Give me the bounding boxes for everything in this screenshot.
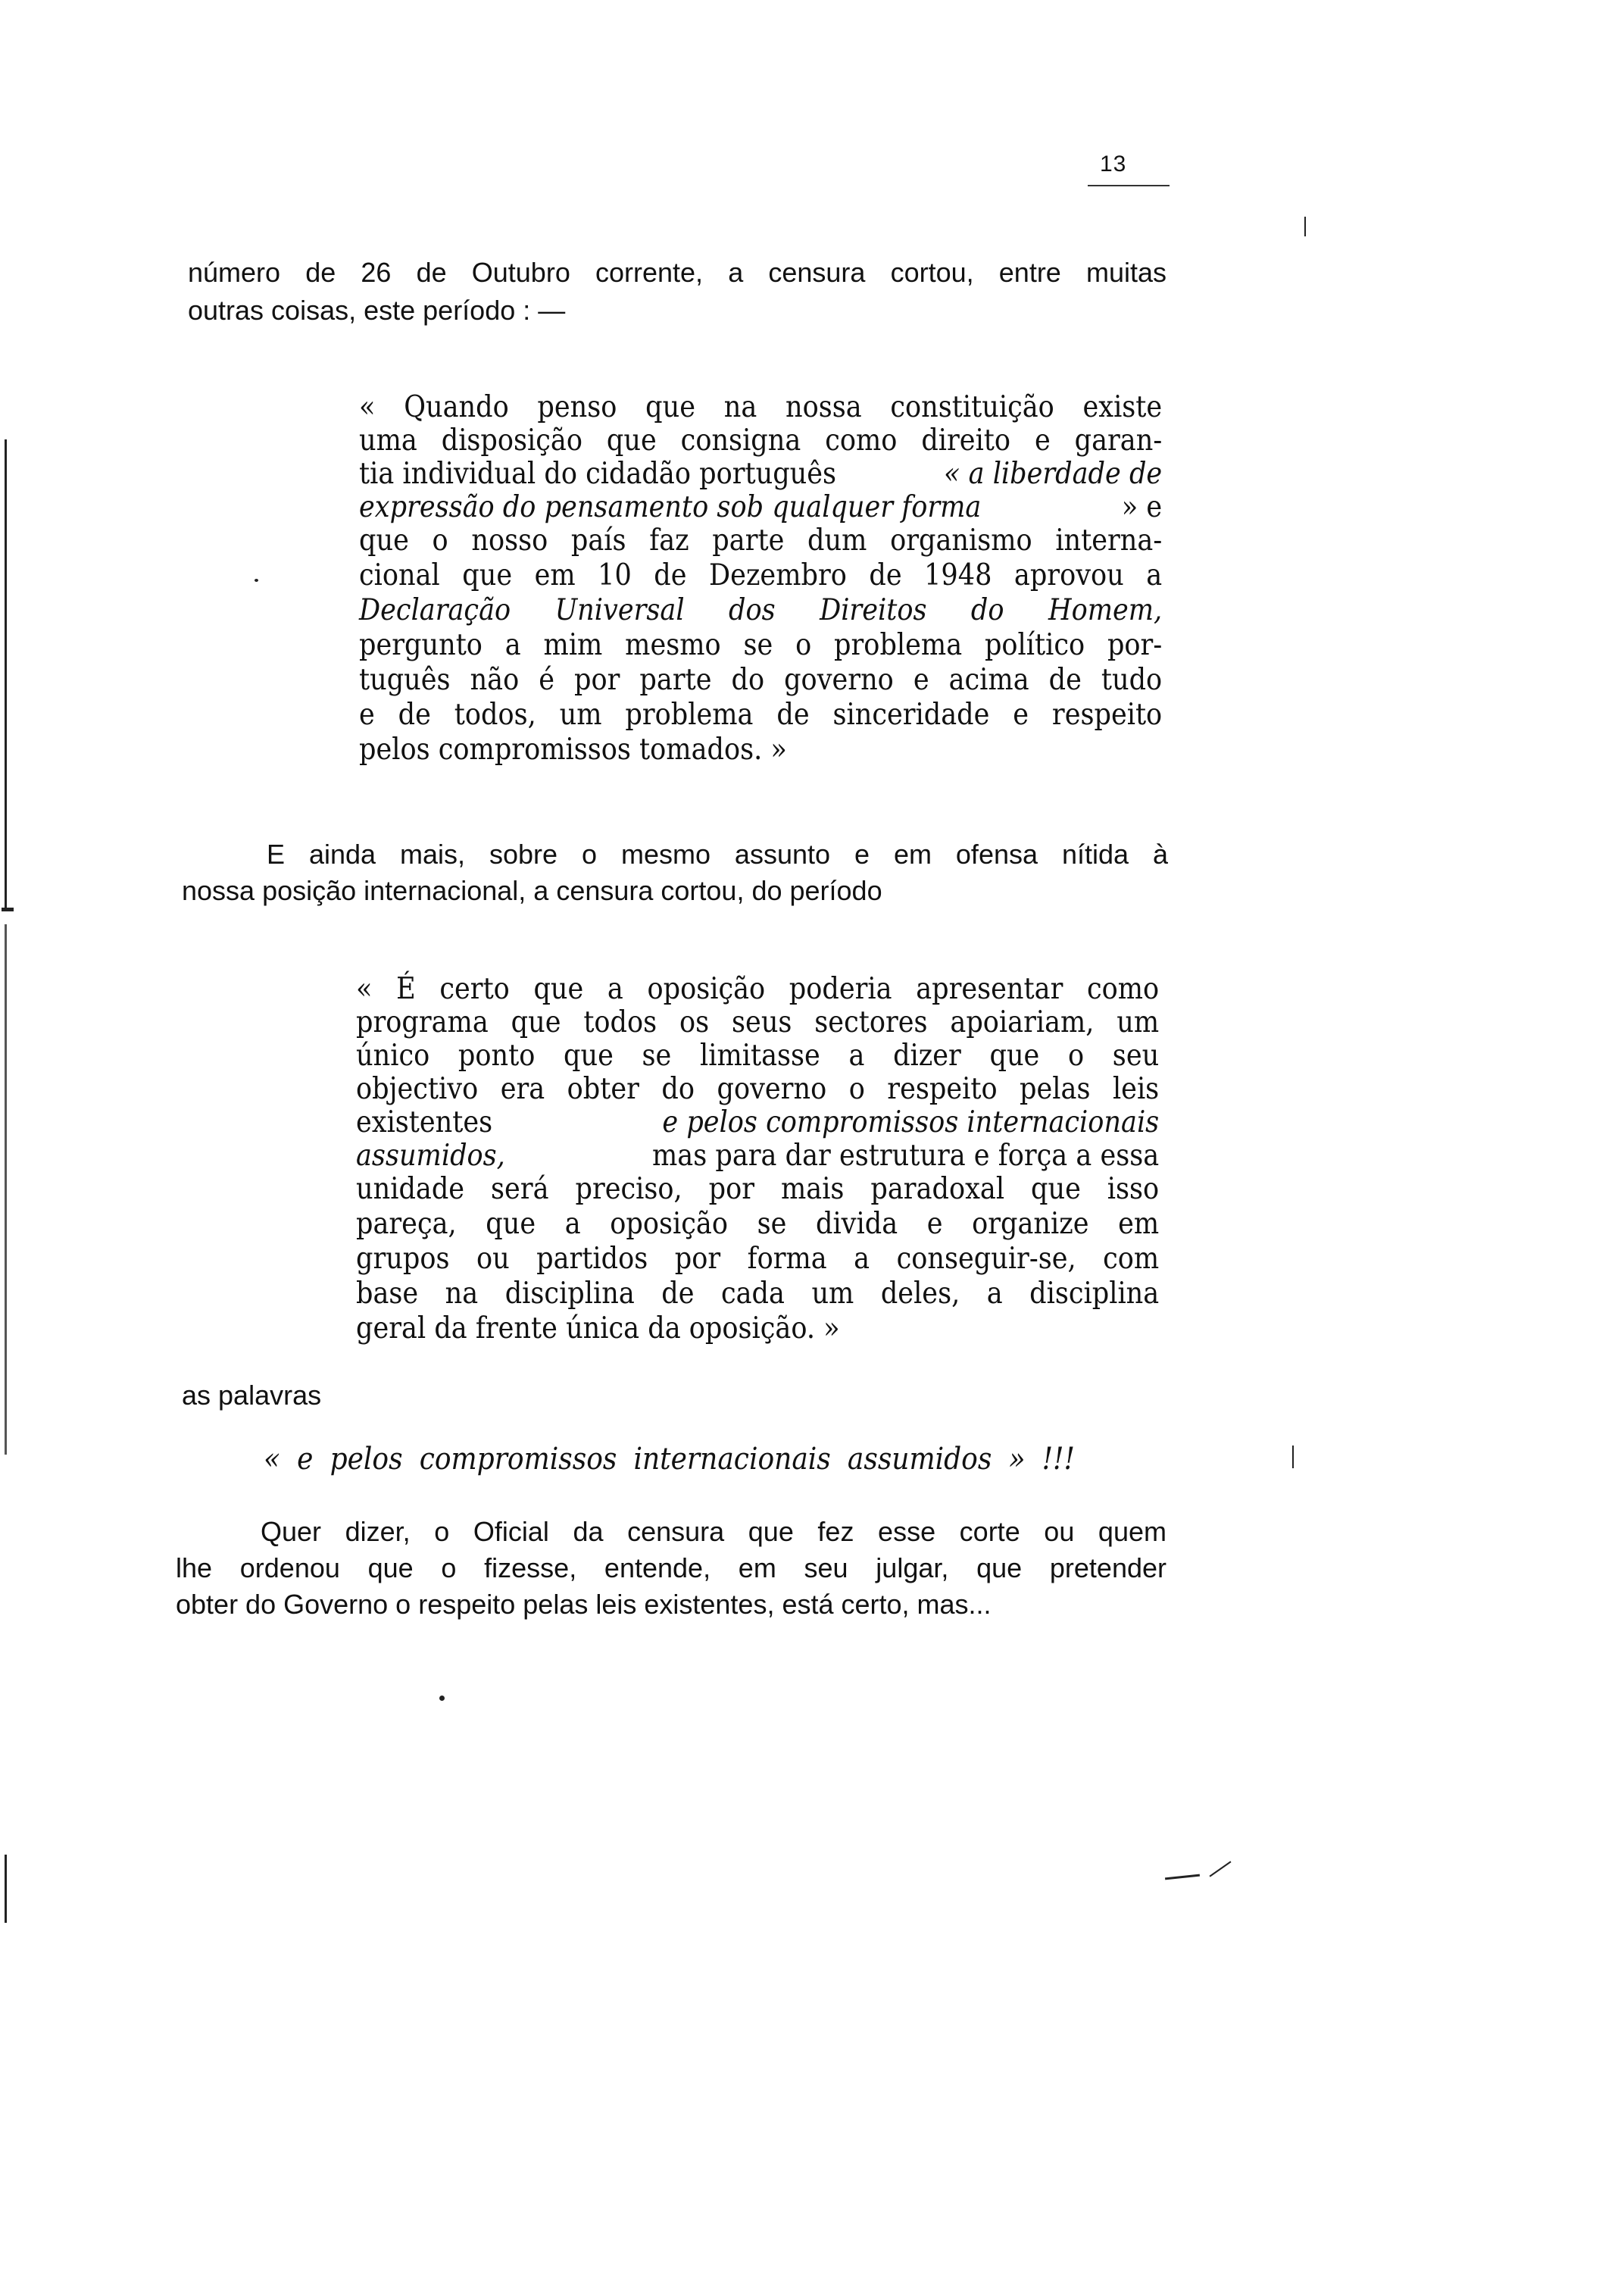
intro-line-2: outras coisas, este período : —	[188, 295, 566, 326]
highlighted-phrase: « e pelos compromissos internacionais assumidos » !!!	[264, 1442, 1075, 1477]
quote2-line-2: programa que todos os seus sectores apoiariam, um	[356, 1005, 1160, 1039]
quote2-line-5-italic: e pelos compromissos internacionais	[662, 1105, 1160, 1139]
quote2-line-8: pareça, que a oposição se divida e organize em	[356, 1207, 1160, 1241]
quote1-line-3-text: tia individual do cidadão português	[359, 457, 837, 491]
scan-mark-right-middle	[1292, 1446, 1294, 1468]
scan-mark-slash	[1210, 1861, 1232, 1877]
quote2-line-7: unidade será preciso, por mais paradoxal que isso	[356, 1172, 1160, 1206]
scan-binding-line-lower	[5, 924, 7, 1455]
intro-line-1: número de 26 de Outubro corrente, a censura cortou, entre muitas	[188, 257, 1166, 288]
scan-binding-line	[5, 439, 7, 909]
scan-binding-line-bottom	[5, 1855, 7, 1923]
scan-speck-1	[255, 579, 258, 582]
quote2-line-9: grupos ou partidos por forma a conseguir-se, com	[356, 1242, 1160, 1276]
quote1-line-4-italic: expressão do pensamento sob qualquer forma	[359, 490, 982, 524]
closing-line-1: Quer dizer, o Oficial da censura que fez esse corte ou quem	[261, 1516, 1166, 1547]
quote1-line-11: pelos compromissos tomados. »	[359, 733, 787, 767]
scan-mark-right-top	[1304, 217, 1306, 236]
quote1-line-2: uma disposição que consigna como direito e garan-	[359, 424, 1163, 458]
quote1-line-1: « Quando penso que na nossa constituição existe	[359, 390, 1163, 424]
scan-speck-2	[439, 1696, 445, 1701]
quote1-line-8: pergunto a mim mesmo se o problema político por-	[359, 628, 1163, 662]
quote2-line-3: único ponto que se limitasse a dizer que o seu	[356, 1039, 1160, 1073]
quote2-line-1: « É certo que a oposição poderia apresentar como	[356, 972, 1160, 1006]
quote1-line-3-italic: « a liberdade de	[943, 457, 1163, 491]
quote1-line-3	[359, 459, 1162, 489]
middle-line-2: nossa posição internacional, a censura cortou, do período	[182, 875, 882, 906]
closing-line-2: lhe ordenou que o fizesse, entende, em seu julgar, que pretender	[176, 1552, 1166, 1583]
quote1-line-5: que o nosso país faz parte dum organismo interna-	[359, 524, 1163, 558]
quote2-line-11: geral da frente única da oposição. »	[356, 1311, 840, 1346]
quote1-line-9: tuguês não é por parte do governo e acima de tudo	[359, 663, 1163, 697]
scan-mark-small	[2, 908, 14, 911]
quote1-line-7: Declaração Universal dos Direitos do Homem,	[359, 593, 1163, 627]
quote2-line-6-text: mas para dar estrutura e força a essa	[651, 1139, 1160, 1173]
quote1-line-6: cional que em 10 de Dezembro de 1948 aprovou a	[359, 558, 1163, 592]
quote2-line-6	[356, 1141, 1159, 1171]
quote2-line-4: objectivo era obter do governo o respeito pelas leis	[356, 1072, 1160, 1106]
quote2-line-6-italic: assumidos,	[356, 1139, 505, 1173]
quote2-line-10: base na disciplina de cada um deles, a disciplina	[356, 1277, 1160, 1311]
page-number-underline	[1088, 185, 1170, 186]
quote1-line-4-text: » e	[1121, 490, 1163, 524]
quote1-line-4	[359, 492, 1162, 522]
page-number: 13	[1100, 152, 1127, 177]
closing-line-3: obter do Governo o respeito pelas leis existentes, está certo, mas...	[176, 1589, 992, 1620]
scan-mark-bottom-right	[1165, 1874, 1200, 1880]
quote2-line-5-text: existentes	[356, 1105, 493, 1139]
words-label: as palavras	[182, 1380, 322, 1411]
middle-line-1: E ainda mais, sobre o mesmo assunto e em ofensa nítida à	[267, 839, 1168, 870]
quote2-line-5	[356, 1105, 1160, 1139]
quote1-line-10: e de todos, um problema de sinceridade e respeito	[359, 698, 1163, 732]
